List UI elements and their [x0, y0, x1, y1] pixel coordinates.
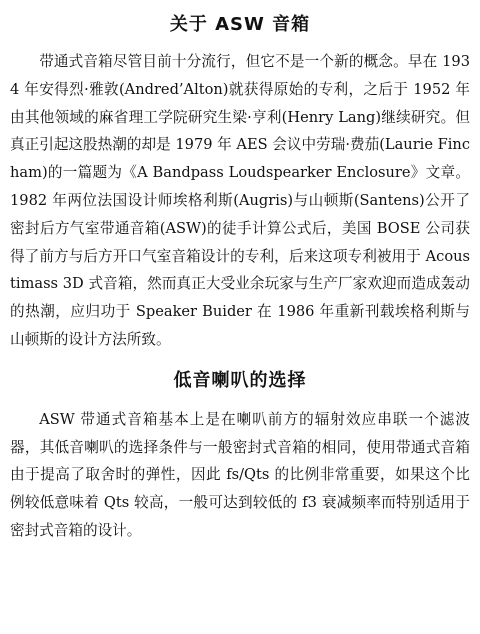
section-title-about-asw: 关于 ASW 音箱: [169, 14, 311, 35]
paragraph-asw-history: 带通式音箱尽管目前十分流行，但它不是一个新的概念。早在 1934 年安得烈·雅敦(Andred’Alton)就获得原始的专利，之后于 1952 年由其他领域的麻省理工学院研究生梁·亨利(Henry Lang)继续研究。但真正引起这股热潮的却是 1979 年 AES 会议中劳瑞·费茄(Laurie Fincham)的一篇题为《A Bandpass Loudspearker Enclosure》文章。1982 年两位法国设计师埃格利斯(Augris)与山顿斯(Santens)公开了密封后方气室带通音箱(ASW)的徒手计算公式后，美国 BOSE 公司获得了前方与后方开口气室音箱设计的专利，后来这项专利被用于 Acoustimass 3D 式音箱，然而真正大受业余玩家与生产厂家欢迎而造成轰动的热潮，应归功于 Speaker Buider 在 1986 年重新刊载埃格利斯与山顿斯的设计方法所致。: [10, 53, 470, 348]
paragraph-woofer-selection: ASW 带通式音箱基本上是在喇叭前方的辐射效应串联一个滤波器，其低音喇叭的选择条件与一般密封式音箱的相同，使用带通式音箱由于提高了取舍时的弹性，因此 fs/Qts 的比例非常重要，如果这个比例较低意味着 Qts 较高，一般可达到较低的 f3 衰减频率而特别适用于密封式音箱的设计。: [10, 410, 470, 539]
section-title-woofer-selection: 低音喇叭的选择: [173, 369, 307, 391]
